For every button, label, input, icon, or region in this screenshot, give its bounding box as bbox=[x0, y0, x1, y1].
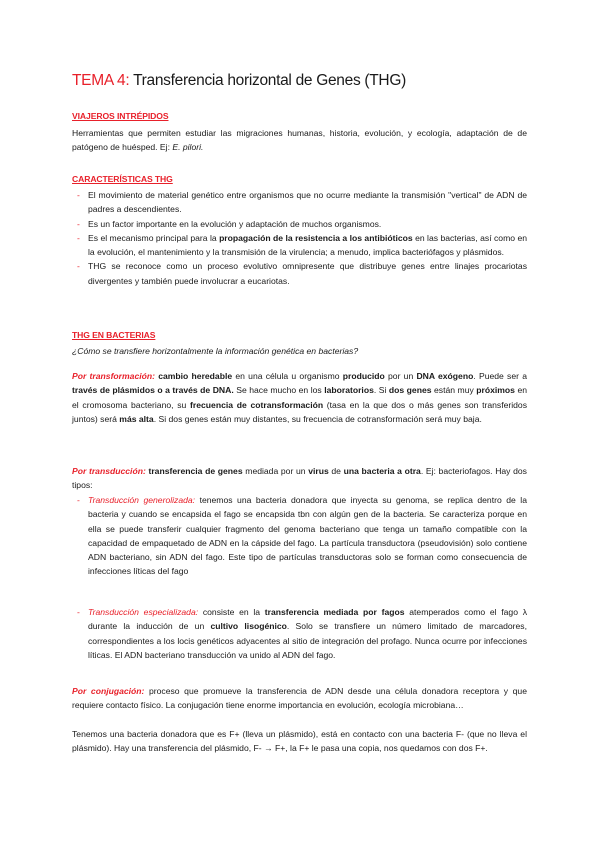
viajeros-body bbox=[72, 126, 527, 155]
conjugacion-paragraph: Por conjugación: proceso que promueve la transferencia de ADN desde una célula donadora receptora y que requiere contacto físico. La conjugación tiene enorme importancia en evolución, ecología microbiana… bbox=[72, 686, 527, 711]
transduccion-label: Por transducción: bbox=[72, 466, 146, 476]
heading-bacterias: THG EN BACTERIAS bbox=[72, 330, 156, 340]
bacterias-question: ¿Cómo se transfiere horizontalmente la información genética en bacterias? bbox=[72, 346, 359, 356]
conjugacion-label: Por conjugación: bbox=[72, 686, 145, 696]
title-text: Transferencia horizontal de Genes (THG) bbox=[129, 72, 406, 89]
list-item: - Transducción especializada: consiste en la transferencia mediada por fagos atemperados como el fago λ durante la inducción de un cultivo lisogénico. Solo se transfiere un número limitado de marcadores, correspondientes a los locis genéticos adyacentes al sitio de integración del profago. Nunca ocurre por infecciones líticas. El ADN bacteriano transducción va unido al ADN del fago. bbox=[77, 607, 527, 660]
list-item: - El movimiento de material genético entre organismos que no ocurre mediante la transmisión "vertical" de ADN de padres a descendientes. bbox=[77, 190, 527, 215]
caracteristicas-list bbox=[72, 188, 527, 288]
page-title bbox=[72, 72, 406, 90]
list-item: - THG se reconoce como un proceso evolutivo omnipresente que distribuye genes entre linajes procariotas divergentes y también puede involucrar a eucariotas. bbox=[77, 261, 527, 286]
list-item: - Transducción generolizada: tenemos una bacteria donadora que inyecta su genoma, se replica dentro de la bacteria y cuando se encapsida el fago se encapsida tbn con algún gen de la bacteria. Se caracteriza porque en ella se puede transferir cualquier fragmento del genoma bacteriano que tenga un tamaño compatible con la capacidad de empaquetado de ADN en la cápside del fago. La partícula transductora (pseudovisión) solo contiene ADN bacteriano, sin ADN del fago. Este tipo de partículas transductoras solo se forman como consecuencia de infecciones líticas del fago bbox=[77, 495, 527, 577]
heading-viajeros: VIAJEROS INTRÉPIDOS bbox=[72, 111, 169, 121]
viajeros-text: Herramientas que permiten estudiar las migraciones humanas, historia, evolución, y ecología, adaptación de de patógeno de huésped. Ej: bbox=[72, 128, 527, 153]
transformacion-label: Por transformación: bbox=[72, 371, 155, 381]
title-tema: TEMA 4: bbox=[72, 72, 130, 89]
viajeros-example: E. pilori. bbox=[172, 142, 204, 153]
heading-caracteristicas: CARACTERÍSTICAS THG bbox=[72, 174, 173, 184]
transformacion-paragraph: Por transformación: cambio heredable en una célula u organismo producido por un DNA exógeno. Puede ser a través de plásmidos o a través de DNA. Se hace mucho en los laboratorios. Si dos genes están muy próximos en el cromosoma bacteriano, su frecuencia de cotransformación (tasa en la que dos o más genes son transferidos juntos) será más alta. Si dos genes están muy distantes, su frecuencia de cotransformación será muy baja. bbox=[72, 371, 528, 424]
transduccion-especializada-list bbox=[72, 605, 527, 662]
list-item: - Es el mecanismo principal para la propagación de la resistencia a los antibióticos en las bacterias, así como en la evolución, el mantenimiento y la transmisión de la virulencia; a menudo, implica bacteriófagos y plásmidos. bbox=[77, 232, 527, 258]
conjugacion-paragraph-2: Tenemos una bacteria donadora que es F+ (lleva un plásmido), está en contacto con una bacteria F- (que no lleva el plásmido). Hay una transferencia del plásmido, F- → F+, la F+ le pasa una copia, nos quedamos con dos F+. bbox=[72, 729, 527, 754]
transduccion-paragraph: Por transducción: transferencia de genes mediada por un virus de una bacteria a otra. Ej: bacteriofagos. Hay dos tipos: bbox=[72, 466, 527, 491]
transduccion-generalizada-list bbox=[72, 493, 527, 579]
list-item: - Es un factor importante en la evolución y adaptación de muchos organismos. bbox=[77, 218, 382, 229]
